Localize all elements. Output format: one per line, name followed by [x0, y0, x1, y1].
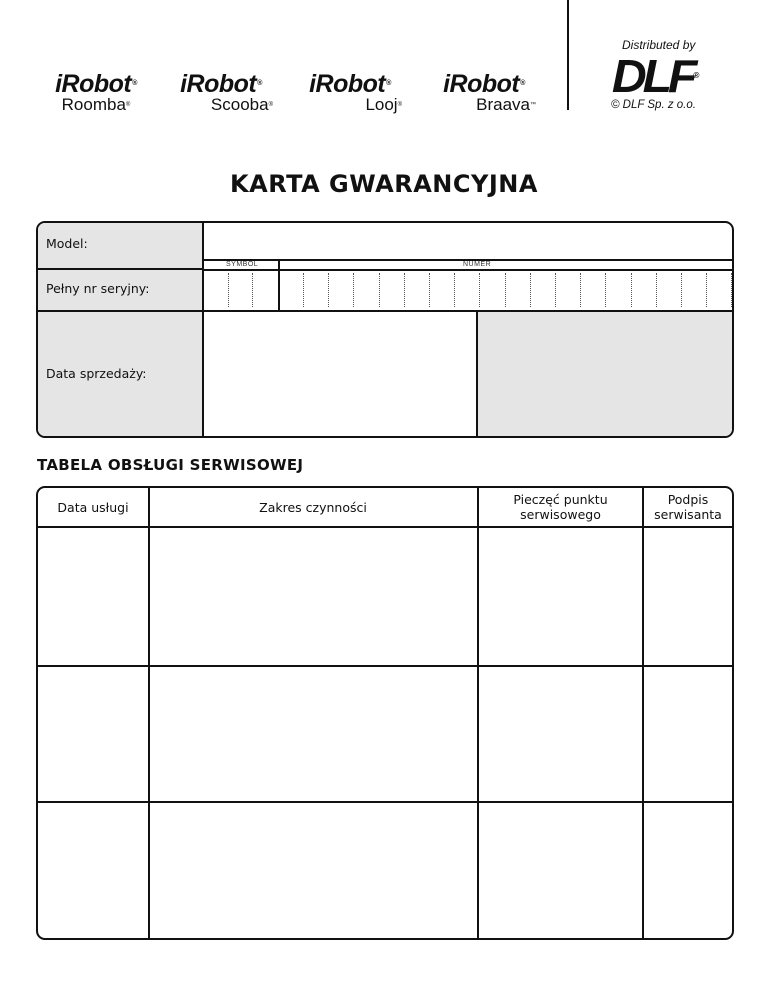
serial-label: Pełny nr seryjny:	[46, 281, 150, 296]
dlf-logo: DLF®	[611, 50, 700, 102]
service-table-title: TABELA OBSŁUGI SERWISOWEJ	[37, 456, 304, 474]
col-header-technician-signature: Podpis serwisanta	[654, 492, 722, 522]
warranty-card-form	[36, 221, 734, 438]
brand-logo-scooba	[169, 72, 273, 114]
product-name-looj: Looj®	[365, 95, 402, 114]
label-column	[38, 223, 204, 436]
serial-cell-separator	[505, 273, 506, 307]
service-row[interactable]	[38, 803, 732, 938]
model-field[interactable]	[204, 223, 732, 259]
service-table	[36, 486, 734, 940]
symbol-header: SYMBOL	[226, 261, 259, 268]
dlf-copyright: © DLF Sp. z o.o.	[611, 99, 696, 111]
serial-cell-separator	[530, 273, 531, 307]
page-title: KARTA GWARANCYJNA	[230, 170, 538, 198]
numer-header: NUMER	[463, 261, 492, 268]
serial-cell-separator	[706, 273, 707, 307]
serial-cell-separator	[555, 273, 556, 307]
header-divider	[567, 0, 569, 110]
col-header-service-stamp: Pieczęć punktu serwisowego	[513, 492, 608, 522]
serial-cell-separator	[429, 273, 430, 307]
brand-logo-roomba	[44, 72, 148, 114]
col-header-scope: Zakres czynności	[259, 499, 367, 515]
irobot-wordmark: iRobot®	[309, 70, 391, 98]
seller-stamp-area	[476, 312, 734, 436]
distributed-by-text: Distributed by	[622, 38, 696, 52]
product-name-roomba: Roomba®	[61, 95, 131, 114]
serial-cell-separator	[731, 273, 732, 307]
brand-logo-looj	[298, 72, 402, 114]
sale-date-label: Data sprzedaży:	[46, 366, 147, 381]
service-row[interactable]	[38, 667, 732, 801]
serial-cell-separator	[303, 273, 304, 307]
serial-cell-separator	[404, 273, 405, 307]
brand-logo-braava	[432, 72, 536, 114]
serial-cell-separator	[681, 273, 682, 307]
serial-cell-separator	[379, 273, 380, 307]
irobot-wordmark: iRobot®	[443, 70, 525, 98]
serial-cell-separator	[454, 273, 455, 307]
serial-number-field[interactable]	[204, 270, 732, 310]
model-label: Model:	[46, 236, 88, 251]
product-name-braava: Braava™	[476, 95, 536, 114]
serial-cell-separator	[580, 273, 581, 307]
sale-date-field[interactable]	[204, 312, 476, 436]
serial-cell-separator	[479, 273, 480, 307]
irobot-wordmark: iRobot®	[180, 70, 262, 98]
serial-cell-separator	[353, 273, 354, 307]
irobot-wordmark: iRobot®	[55, 70, 137, 98]
row-divider	[38, 268, 202, 270]
serial-cell-separator	[228, 273, 229, 307]
service-row[interactable]	[38, 528, 732, 665]
serial-cell-separator	[656, 273, 657, 307]
serial-cell-separator	[328, 273, 329, 307]
col-header-service-date: Data usługi	[57, 499, 129, 515]
serial-cell-separator	[605, 273, 606, 307]
serial-cell-separator	[252, 273, 253, 307]
product-name-scooba: Scooba®	[210, 95, 273, 114]
serial-cell-separator	[631, 273, 632, 307]
